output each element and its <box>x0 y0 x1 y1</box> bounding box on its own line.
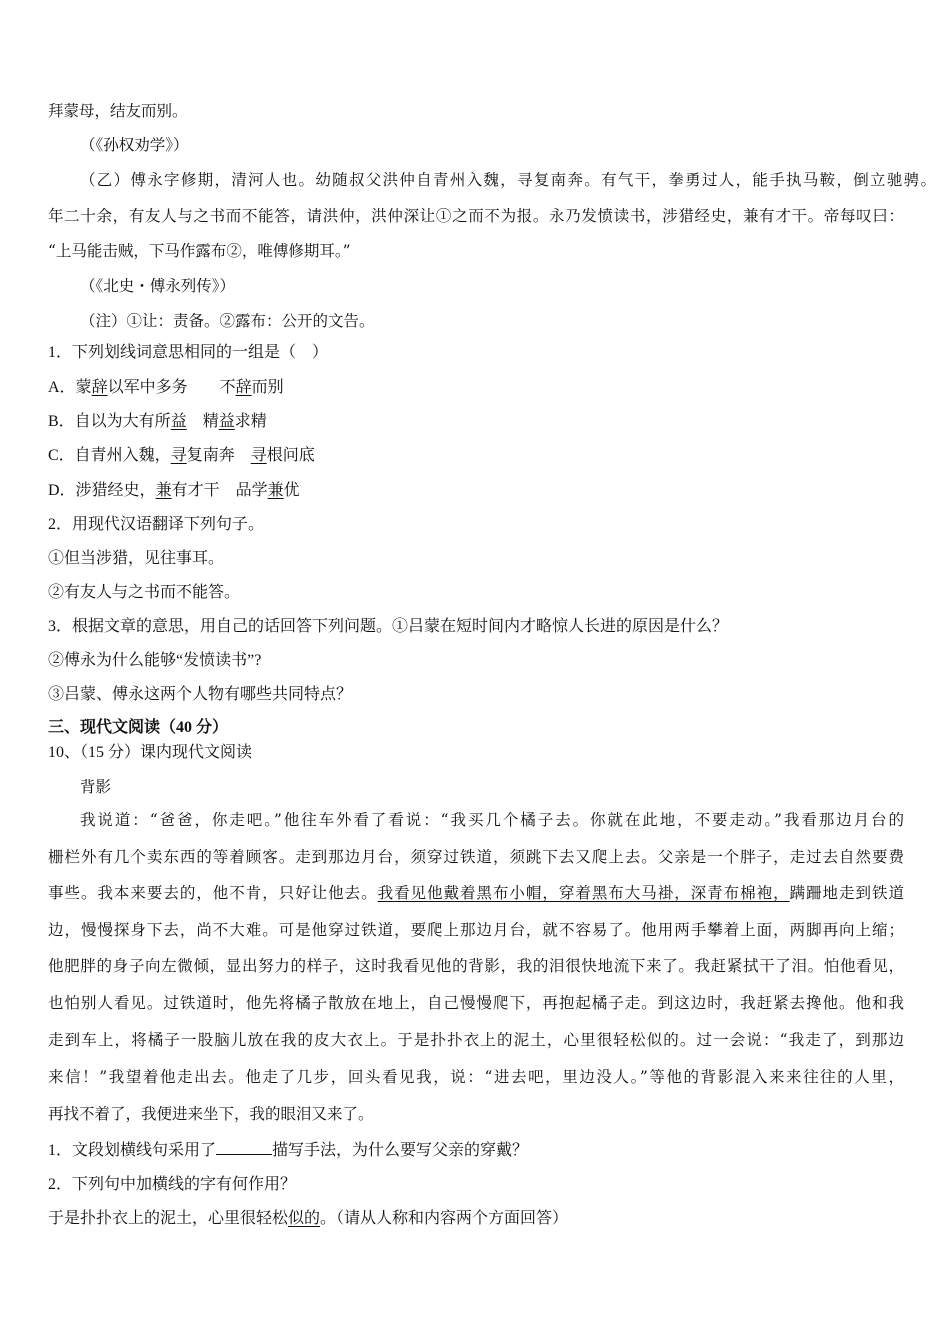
final-q1: 1．文段划横线句采用了 描写手法，为什么要写父亲的穿戴？ <box>48 1142 529 1159</box>
q1-stem: 1．下列划线词意思相同的一组是（ ） <box>48 344 329 361</box>
passage-line-7: 走到车上，将橘子一股脑儿放在我的皮大衣上。于是扑扑衣上的泥土，心里很轻松似的。过一会说：“我走了，到那边 <box>48 1031 904 1049</box>
passage-line-6: 也怕别人看见。过铁道时，他先将橘子散放在地上，自己慢慢爬下，再抱起橘子走。到这边时，我赶紧去搀他。他和我 <box>48 994 904 1012</box>
q3-stem: 3．根据文章的意思，用自己的话回答下列问题。①吕蒙在短时间内才略惊人长进的原因是什么？ <box>48 618 729 635</box>
question-10: 10、（15 分）课内现代文阅读 <box>48 744 253 761</box>
passage-line-5: 他肥胖的身子向左微倾，显出努力的样子，这时我看见他的背影，我的泪很快地流下来了。我赶紧拭干了泪。怕他看见， <box>48 957 904 975</box>
passage-b-line3: “上马能击贼，下马作露布②，唯傅修期耳。” <box>48 242 351 260</box>
passage-line-1: 我说道：“爸爸，你走吧。”他往车外看了看说：“我买几个橘子去。你就在此地，不要走动。”我看那边月台的 <box>80 811 904 829</box>
q1-option-a: A．蒙辞以军中多务 不辞而别 <box>48 379 284 396</box>
underlined-word: 似的 <box>288 1210 321 1227</box>
q3-sub-3: ③吕蒙、傅永这两个人物有哪些共同特点？ <box>48 686 353 703</box>
passage-b-line1: （乙）傅永字修期，清河人也。幼随叔父洪仲自青州入魏，寻复南奔。有气干，拳勇过人，能手执马鞍，倒立驰骋。 <box>80 171 936 189</box>
final-q2: 2．下列句中加横线的字有何作用？ <box>48 1176 297 1193</box>
q1-option-b: B．自以为大有所益 精益求精 <box>48 413 267 430</box>
note: （注）①让：责备。②露布：公开的文告。 <box>80 312 375 330</box>
passage-line-4: 边，慢慢探身下去，尚不大难。可是他穿过铁道，要爬上那边月台，就不容易了。他用两手攀着上面，两脚再向上缩； <box>48 921 904 939</box>
passage-line-8: 来信！”我望着他走出去。他走了几步，回头看见我，说：“进去吧，里边没人。”等他的背影混入来来往往的人里， <box>48 1068 904 1086</box>
source-b: （《北史・傅永列传》） <box>80 277 236 295</box>
q1-option-c: C．自青州入魏，寻复南奔 寻根问底 <box>48 447 315 464</box>
q1-option-d: D．涉猎经史，兼有才干 品学兼优 <box>48 482 300 499</box>
passage-line-9: 再找不着了，我便进来坐下，我的眼泪又来了。 <box>48 1105 374 1123</box>
answer-blank[interactable] <box>216 1140 272 1155</box>
passage-b-line2: 年二十余，有友人与之书而不能答，请洪仲，洪仲深让①之而不为报。永乃发愤读书，涉猎经史，兼有才干。帝每叹曰： <box>48 207 904 225</box>
q2-stem: 2．用现代汉语翻译下列句子。 <box>48 516 265 533</box>
passage-line-2: 栅栏外有几个卖东西的等着顾客。走到那边月台，须穿过铁道，须跳下去又爬上去。父亲是一个胖子，走过去自然要费 <box>48 848 904 866</box>
q2-sentence-1: ①但当涉猎，见往事耳。 <box>48 550 225 567</box>
section-heading: 三、现代文阅读（40 分） <box>48 719 229 736</box>
source-a: （《孙权劝学》） <box>80 136 189 154</box>
top-line: 拜蒙母，结友而别。 <box>48 102 188 120</box>
q3-sub-2: ②傅永为什么能够“发愤读书”? <box>48 652 262 669</box>
passage-title: 背影 <box>80 778 112 796</box>
passage-line-3: 事些。我本来要去的，他不肯，只好让他去。我看见他戴着黑布小帽，穿着黑布大马褂，深青布棉袍，蹒跚地走到铁道 <box>48 884 904 902</box>
underlined-sentence: 我看见他戴着黑布小帽，穿着黑布大马褂，深青布棉袍， <box>377 884 790 902</box>
final-q2-sentence: 于是扑扑衣上的泥土，心里很轻松似的。（请从人称和内容两个方面回答） <box>48 1210 569 1227</box>
q2-sentence-2: ②有友人与之书而不能答。 <box>48 584 241 601</box>
